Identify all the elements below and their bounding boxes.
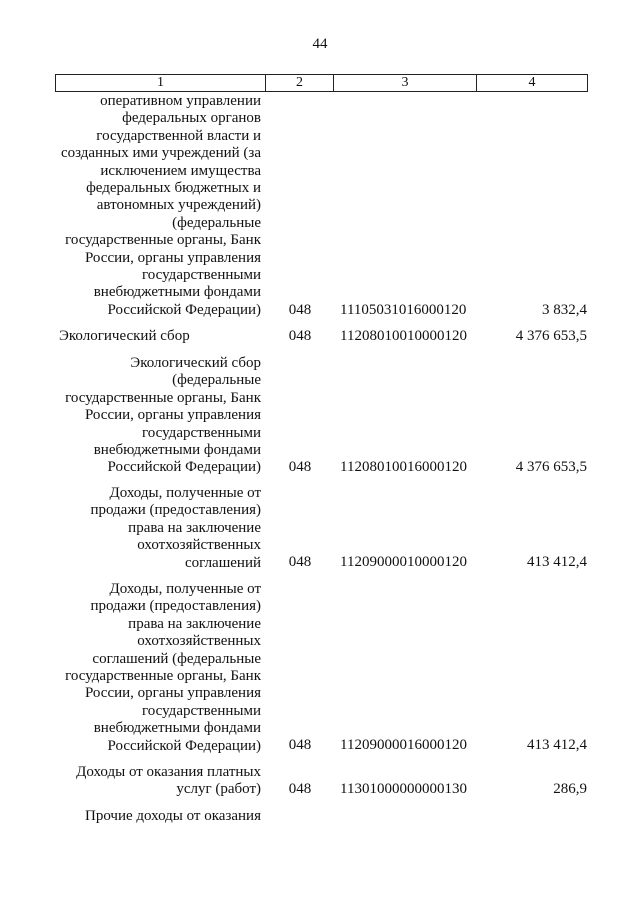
row-description: Прочие доходы от оказания (84, 808, 261, 824)
row-admin-code: 048 (288, 554, 312, 570)
row-amount: 4 376 653,5 (515, 459, 587, 475)
row-description: Доходы, полученные от продажи (предоставления) права на заключение охотхозяйственных соглашений (90, 485, 261, 571)
row-budget-code: 11301000000000130 (340, 781, 467, 797)
row-budget-code: 11208010016000120 (340, 459, 467, 475)
row-description: Экологический сбор (федеральные государственные органы, Банк России, органы управления государственными внебюджетными фондами Российской Федерации) (65, 355, 261, 476)
row-budget-code: 11105031016000120 (340, 302, 467, 318)
row-budget-code: 11209000016000120 (340, 737, 467, 753)
row-amount: 3 832,4 (542, 302, 587, 318)
row-description: Доходы, полученные от продажи (предоставления) права на заключение охотхозяйственных соглашений (федеральные государственные органы, Банк России, органы управления государственными внебюджетными фондами Российской Федерации) (65, 581, 261, 754)
row-amount: 4 376 653,5 (515, 328, 587, 344)
row-description: оперативном управлении федеральных органов государственной власти и созданных ими учреждений (за исключением имущества федеральных бюджетных и автономных учреждений) (федеральные государственные органы, Банк России, органы управления государственными внебюджетными фондами Российской Федерации) (60, 93, 261, 318)
row-amount: 413 412,4 (527, 737, 587, 753)
column-header-table (55, 74, 588, 92)
row-admin-code: 048 (288, 459, 312, 475)
row-description: Экологический сбор (59, 328, 190, 344)
row-admin-code: 048 (288, 328, 312, 344)
column-header-4: 4 (477, 75, 588, 92)
row-amount: 286,9 (553, 781, 587, 797)
row-budget-code: 11209000010000120 (340, 554, 467, 570)
column-header-3: 3 (334, 75, 477, 92)
row-admin-code: 048 (288, 737, 312, 753)
row-description: Доходы от оказания платных услуг (работ) (76, 764, 261, 798)
row-admin-code: 048 (288, 781, 312, 797)
column-header-1: 1 (56, 75, 266, 92)
row-budget-code: 11208010010000120 (340, 328, 467, 344)
column-header-2: 2 (266, 75, 334, 92)
row-amount: 413 412,4 (527, 554, 587, 570)
column-header-row (56, 75, 588, 92)
row-admin-code: 048 (288, 302, 312, 318)
page-number: 44 (312, 36, 328, 52)
